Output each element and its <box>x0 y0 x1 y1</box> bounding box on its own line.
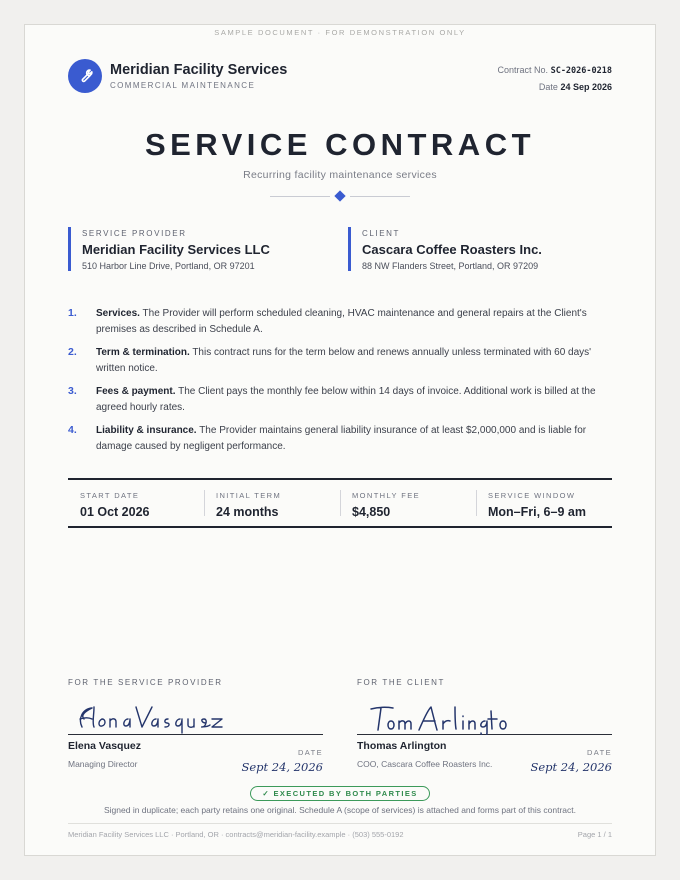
term-value: 01 Oct 2026 <box>80 505 150 519</box>
terms-summary <box>68 478 612 528</box>
executed-status-badge: ✓ EXECUTED BY BOTH PARTIES <box>250 786 430 801</box>
provider-signature-date: Sept 24, 2026 <box>241 760 323 774</box>
term-monthly-fee <box>340 480 476 526</box>
contract-number: SC-2026-0218 <box>550 66 612 76</box>
clause-text: This contract runs for the term below and renews annually unless terminated with 60 days' written notice. <box>96 347 592 374</box>
client-signatory-title: COO, Cascara Coffee Roasters Inc. <box>357 759 493 769</box>
provider-name: Meridian Facility Services LLC <box>82 242 270 257</box>
term-value: Mon–Fri, 6–9 am <box>488 505 586 519</box>
clause-title: Fees & payment. <box>96 386 176 397</box>
watermark: SAMPLE DOCUMENT · FOR DEMONSTRATION ONLY <box>214 28 466 37</box>
title-ornament <box>270 190 410 202</box>
client-date-label: DATE <box>586 748 612 757</box>
client-address: 88 NW Flanders Street, Portland, OR 97209 <box>362 261 539 271</box>
clause-item <box>68 306 612 337</box>
client-party <box>348 227 612 271</box>
provider-signature-block <box>68 678 323 774</box>
clause-item <box>68 345 612 376</box>
contract-date: 24 Sep 2026 <box>560 82 612 92</box>
provider-date-label: DATE <box>297 748 323 757</box>
clause-text: The Provider maintains general liability insurance of at least $2,000,000 and is liable for damage caused by negligent performance. <box>96 425 587 452</box>
duplicate-note: Signed in duplicate; each party retains one original. Schedule A (scope of services) is attached and forms part of this contract. <box>103 805 576 815</box>
clause-item <box>68 384 612 415</box>
term-label: START DATE <box>80 491 140 500</box>
clause-number: 2. <box>68 346 77 358</box>
clause-title: Term & termination. <box>96 347 190 358</box>
client-name: Cascara Coffee Roasters Inc. <box>362 242 542 257</box>
document-title: SERVICE CONTRACT <box>144 127 536 162</box>
provider-handwritten-signature <box>72 699 232 735</box>
date-label: Date <box>538 82 558 92</box>
document-subtitle: Recurring facility maintenance services <box>243 169 437 181</box>
page-number: Page 1 / 1 <box>577 830 612 839</box>
company-tagline: COMMERCIAL MAINTENANCE <box>110 81 256 90</box>
provider-signatory-title: Managing Director <box>68 759 138 769</box>
term-start-date <box>68 480 204 526</box>
company-name: Meridian Facility Services <box>110 62 288 78</box>
clause-item <box>68 423 612 454</box>
clause-number: 3. <box>68 385 77 397</box>
client-handwritten-signature <box>361 699 511 735</box>
client-signature-block <box>357 678 612 774</box>
footer-contact: Meridian Facility Services LLC · Portland, OR · contracts@meridian-facility.example · (503) 555-0192 <box>68 830 404 839</box>
term-label: INITIAL TERM <box>216 491 282 500</box>
clause-text: The Provider will perform scheduled cleaning, HVAC maintenance and general repairs at the Client's premises as described in Schedule A. <box>96 308 587 335</box>
clause-text: The Client pays the monthly fee below within 14 days of invoice. Additional work is billed at the agreed hourly rates. <box>96 386 596 413</box>
clause-title: Services. <box>96 308 140 319</box>
client-signatory-name: Thomas Arlington <box>357 740 447 752</box>
clause-list <box>68 306 612 462</box>
term-label: MONTHLY FEE <box>352 491 421 500</box>
provider-signatory-name: Elena Vasquez <box>68 740 141 752</box>
clause-number: 4. <box>68 424 77 436</box>
ornament-line-right <box>350 196 410 197</box>
company-logo <box>68 59 102 93</box>
term-value: $4,850 <box>352 505 391 519</box>
term-value: 24 months <box>216 505 279 519</box>
client-label: CLIENT <box>362 229 401 238</box>
provider-address: 510 Harbor Line Drive, Portland, OR 97201 <box>82 261 255 271</box>
term-label: SERVICE WINDOW <box>488 491 576 500</box>
clause-title: Liability & insurance. <box>96 425 197 436</box>
provider-label: SERVICE PROVIDER <box>82 229 187 238</box>
contract-no-label: Contract No. <box>497 65 549 75</box>
client-signature-line <box>357 687 612 735</box>
provider-signature-heading: FOR THE SERVICE PROVIDER <box>68 678 223 687</box>
footer-divider <box>68 823 612 824</box>
provider-party <box>68 227 328 271</box>
clause-number: 1. <box>68 307 77 319</box>
term-service-window <box>476 480 612 526</box>
wrench-icon <box>77 68 93 84</box>
term-initial-term <box>204 480 340 526</box>
provider-signature-line <box>68 687 323 735</box>
contract-meta <box>498 62 612 95</box>
client-signature-date: Sept 24, 2026 <box>530 760 612 774</box>
client-signature-heading: FOR THE CLIENT <box>357 678 446 687</box>
diamond-icon <box>334 190 345 201</box>
ornament-line-left <box>270 196 330 197</box>
